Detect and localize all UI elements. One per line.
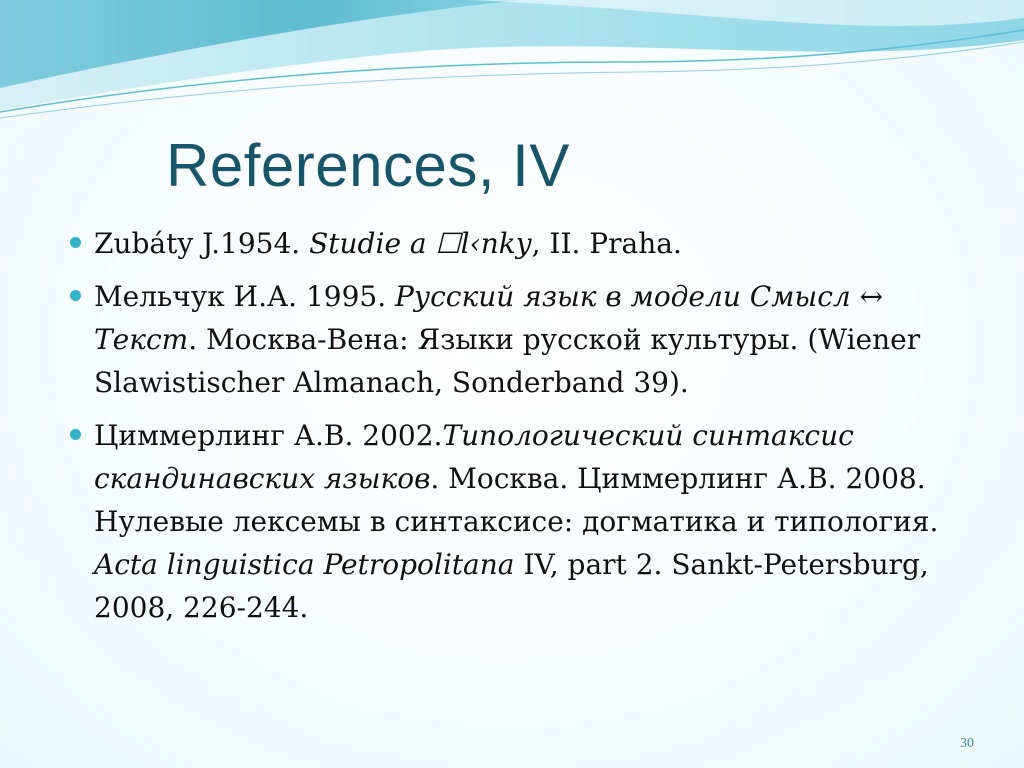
- reference-details: . Москва-Вена: Языки русской культуры. (Wiener Slawistischer Almanach, Sonderband 39).: [94, 323, 921, 399]
- list-item: [70, 275, 950, 404]
- bullet-icon: [70, 237, 81, 248]
- reference-author-year: Циммерлинг А.В. 2002.: [94, 419, 443, 452]
- reference-work-title: Русский язык в модели Смысл ↔ Текст: [94, 280, 884, 356]
- reference-work-title: Studie a ☐l‹nky: [309, 227, 532, 260]
- reference-journal-details: IV, part 2. Sankt-Petersburg, 2008, 226-244.: [94, 548, 929, 624]
- slide-title: References, IV: [166, 132, 570, 199]
- page-number: 30: [960, 736, 974, 751]
- reference-work-title: Типологический синтаксис скандинавских языков: [94, 419, 854, 495]
- bullet-icon: [70, 290, 81, 301]
- reference-details: . Москва. Циммерлинг А.В. 2008. Нулевые лексемы в синтаксисе: догматика и типология.: [94, 462, 939, 538]
- bullet-icon: [70, 429, 81, 440]
- list-item: [70, 222, 950, 265]
- references-list: [70, 222, 950, 639]
- reference-details: , II. Praha.: [531, 227, 682, 260]
- reference-journal-title: Acta linguistica Petropolitana: [94, 548, 515, 581]
- list-item: [70, 414, 950, 629]
- header-wave-decoration: [0, 0, 1024, 130]
- reference-author-year: Zubáty J.1954.: [94, 227, 310, 260]
- reference-author-year: Мельчук И.А. 1995.: [94, 280, 396, 313]
